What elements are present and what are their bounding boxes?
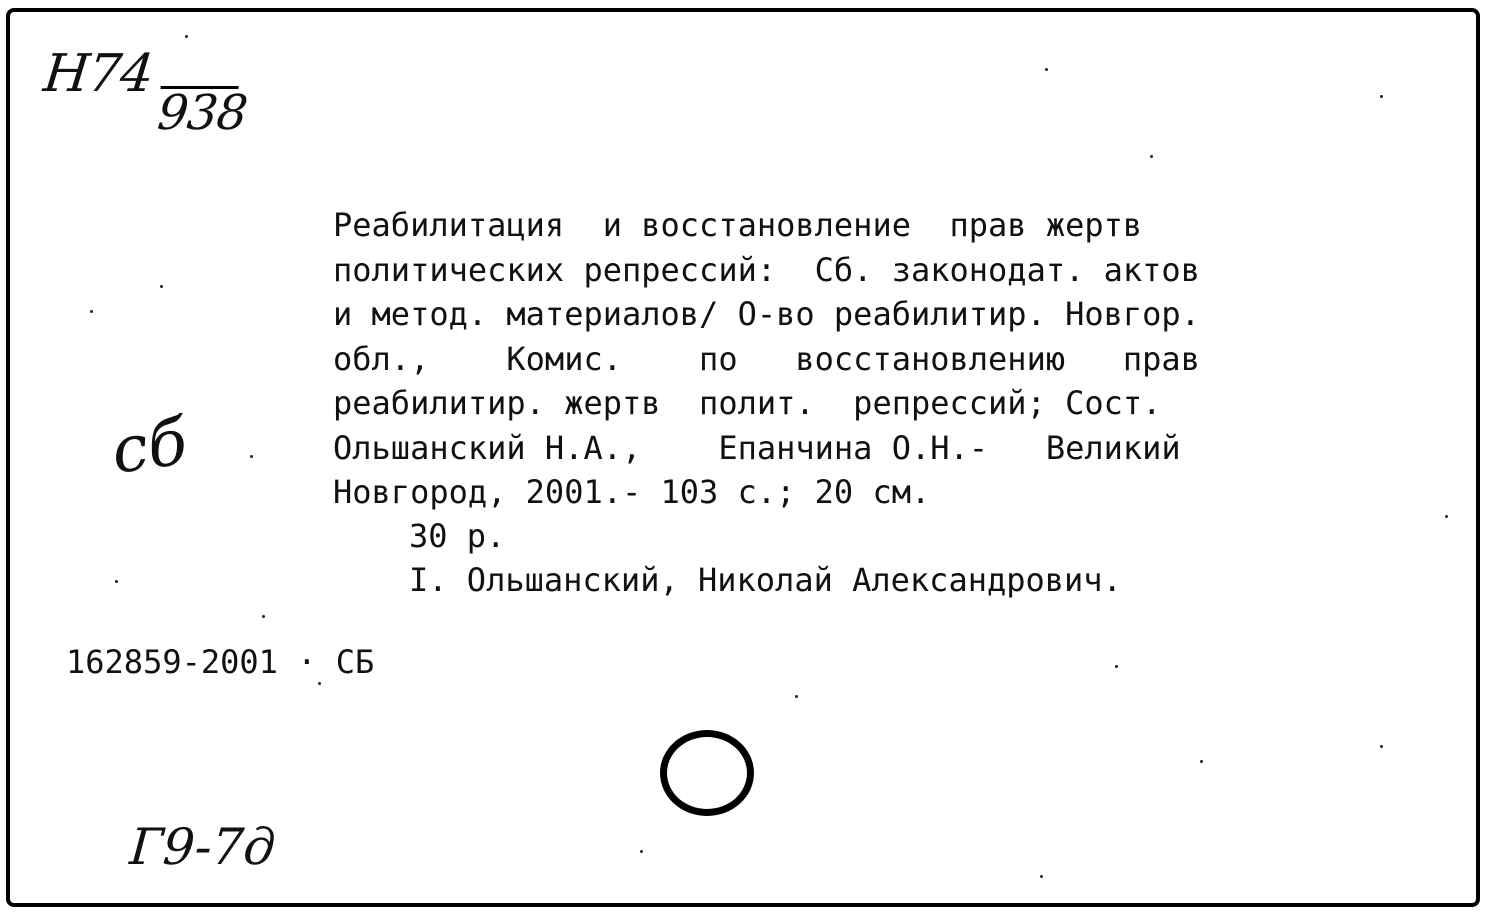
- scan-speck: [262, 615, 265, 618]
- price: 30 р.: [409, 517, 506, 555]
- scan-speck: [90, 310, 93, 313]
- shelf-code: Г9-7д: [127, 818, 278, 876]
- description-line-3: и метод. материалов/ О-во реабилитир. Новгор.: [333, 295, 1200, 333]
- record-number: 162859-2001 · СБ: [66, 643, 375, 681]
- scan-speck: [318, 682, 321, 685]
- description-line-2: политических репрессий: Сб. законодат. актов: [333, 251, 1200, 289]
- scan-speck: [795, 695, 798, 698]
- scan-speck: [1445, 515, 1448, 518]
- description-line-7: Новгород, 2001.- 103 с.; 20 см.: [333, 473, 931, 511]
- description-line-4: обл., Комис. по восстановлению прав: [333, 340, 1200, 378]
- scan-speck: [1040, 875, 1043, 878]
- stamp-circle: [660, 730, 754, 816]
- scan-speck: [1200, 760, 1203, 763]
- scan-speck: [1115, 665, 1118, 668]
- scan-speck: [1150, 155, 1153, 158]
- scan-speck: [1045, 68, 1048, 71]
- scan-speck: [640, 850, 643, 853]
- description-line-6: Ольшанский Н.А., Епанчина О.Н.- Великий: [333, 429, 1181, 467]
- scan-speck: [1380, 95, 1383, 98]
- scan-speck: [185, 35, 188, 38]
- description-line-1: Реабилитация и восстановление прав жертв: [333, 206, 1143, 244]
- call-number-top: Н74: [40, 44, 156, 104]
- call-number-bottom: 938: [154, 85, 250, 141]
- scan-speck: [160, 285, 163, 288]
- added-entry: I. Ольшанский, Николай Александрович.: [409, 561, 1122, 599]
- marginal-mark: сб: [107, 405, 192, 489]
- scan-speck: [115, 580, 118, 583]
- description-line-5: реабилитир. жертв полит. репрессий; Сост.: [333, 384, 1162, 422]
- scan-speck: [1380, 745, 1383, 748]
- scan-speck: [250, 455, 253, 458]
- call-number: [40, 44, 250, 141]
